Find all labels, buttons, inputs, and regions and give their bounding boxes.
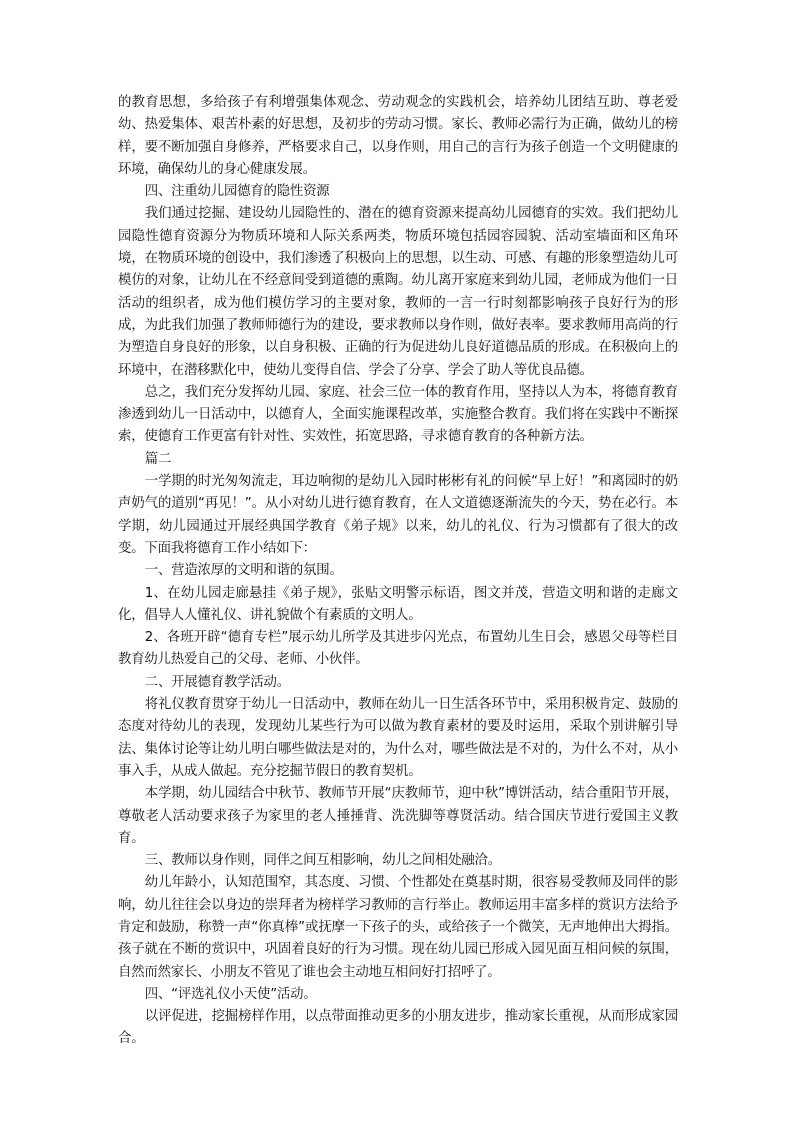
list-item: 1、在幼儿园走廊悬挂《弟子规》，张贴文明警示标语，图文并茂，营造文明和谐的走廊文化，倡导人人懂礼仪、讲礼貌做个有素质的文明人。: [118, 585, 678, 623]
document-page: [118, 92, 678, 1051]
section-heading-4: 四、注重幼儿园德育的隐性资源: [144, 184, 330, 200]
paragraph: 以评促进，挖掘榜样作用，以点带面推动更多的小朋友进步，推动家长重视，从而形成家园合。: [118, 1009, 678, 1047]
paragraph: 一学期的时光匆匆流走，耳边响彻的是幼儿入园时彬彬有礼的问候“早上好！”和离园时的奶声奶气的道别“再见！”。从小对幼儿进行德育教育，在人文道德逐渐流失的今天，势在必行。本学期，幼儿园通过开展经典国学教育《弟子规》以来，幼儿的礼仪、行为习惯都有了很大的改变。下面我将德育工作小结如下：: [118, 474, 678, 556]
paragraph: 将礼仪教育贯穿于幼儿一日活动中，教师在幼儿一日生活各环节中，采用积极肯定、鼓励的态度对待幼儿的表现，发现幼儿某些行为可以做为教育素材的要及时运用，采取个别讲解引导法、集体讨论等让幼儿明白哪些做法是对的，为什么对，哪些做法是不对的，为什么不对，从小事入手，从成人做起。充分挖掘节假日的教育契机。: [118, 697, 678, 779]
section-heading-3: 三、教师以身作则，同伴之间互相影响，幼儿之间相处融洽。: [144, 853, 501, 869]
section-heading-2: 二、开展德育教学活动。: [144, 674, 290, 690]
section-heading-4b: 四、“评选礼仪小天使”活动。: [144, 986, 317, 1002]
paragraph: 幼儿年龄小，认知范围窄，其态度、习惯、个性都处在奠基时期，很容易受教师及同伴的影响，幼儿往往会以身边的崇拜者为榜样学习教师的言行举止。教师运用丰富多样的赏识方法给予肯定和鼓励，称赞一声“你真棒”或抚摩一下孩子的头，或给孩子一个微笑，无声地伸出大拇指。孩子就在不断的赏识中，巩固着良好的行为习惯。现在幼儿园已形成入园见面互相问候的氛围，自然而然家长、小朋友不管见了谁也会主动地互相问好打招呼了。: [118, 875, 678, 980]
list-item: 2、各班开辟“德育专栏”展示幼儿所学及其进步闪光点，布置幼儿生日会，感恩父母等栏目教育幼儿热爱自己的父母、老师、小伙伴。: [118, 630, 678, 668]
paragraph-intro-continuation: 的教育思想，多给孩子有利增强集体观念、劳动观念的实践机会，培养幼儿团结互助、尊老爱幼、热爱集体、艰苦朴素的好思想，及初步的劳动习惯。家长、教师必需行为正确，做幼儿的榜样，要不断加强自身修养，严格要求自己，以身作则，用自己的言行为孩子创造一个文明健康的环境，确保幼儿的身心健康发展。: [118, 95, 678, 177]
paragraph: 本学期，幼儿园结合中秋节、教师节开展“庆教师节，迎中秋”博饼活动，结合重阳节开展，尊敬老人活动要求孩子为家里的老人捶捶背、洗洗脚等尊贤活动。结合国庆节进行爱国主义教育。: [118, 786, 678, 846]
section-heading-1: 一、营造浓厚的文明和谐的氛围。: [144, 563, 343, 579]
paragraph: 我们通过挖掘、建设幼儿园隐性的、潜在的德育资源来提高幼儿园德育的实效。我们把幼儿园隐性德育资源分为物质环境和人际关系两类，物质环境包括园容园貌、活动室墙面和区角环境，在物质环境的创设中，我们渗透了积极向上的思想，以生动、可感、有趣的形象塑造幼儿可模仿的对象，让幼儿在不经意间受到道德的熏陶。幼儿离开家庭来到幼儿园，老师成为他们一日活动的组织者，成为他们模仿学习的主要对象，教师的一言一行时刻都影响孩子良好行为的形成，为此我们加强了教师师德行为的建设，要求教师以身作则，做好表率。要求教师用高尚的行为塑造自身良好的形象，以自身积极、正确的行为促进幼儿良好道德品质的形成。在积极向上的环境中，在潜移默化中，使幼儿变得自信、学会了分享、学会了助人等优良品德。: [118, 206, 678, 378]
part-heading: 篇二: [144, 451, 172, 467]
paragraph-summary: 总之，我们充分发挥幼儿园、家庭、社会三位一体的教育作用，坚持以人为本，将德育教育渗透到幼儿一日活动中，以德育人，全面实施课程改革，实施整合教育。我们将在实践中不断探索，使德育工作更富有针对性、实效性，拓宽思路，寻求德育教育的各种新方法。: [118, 384, 678, 445]
